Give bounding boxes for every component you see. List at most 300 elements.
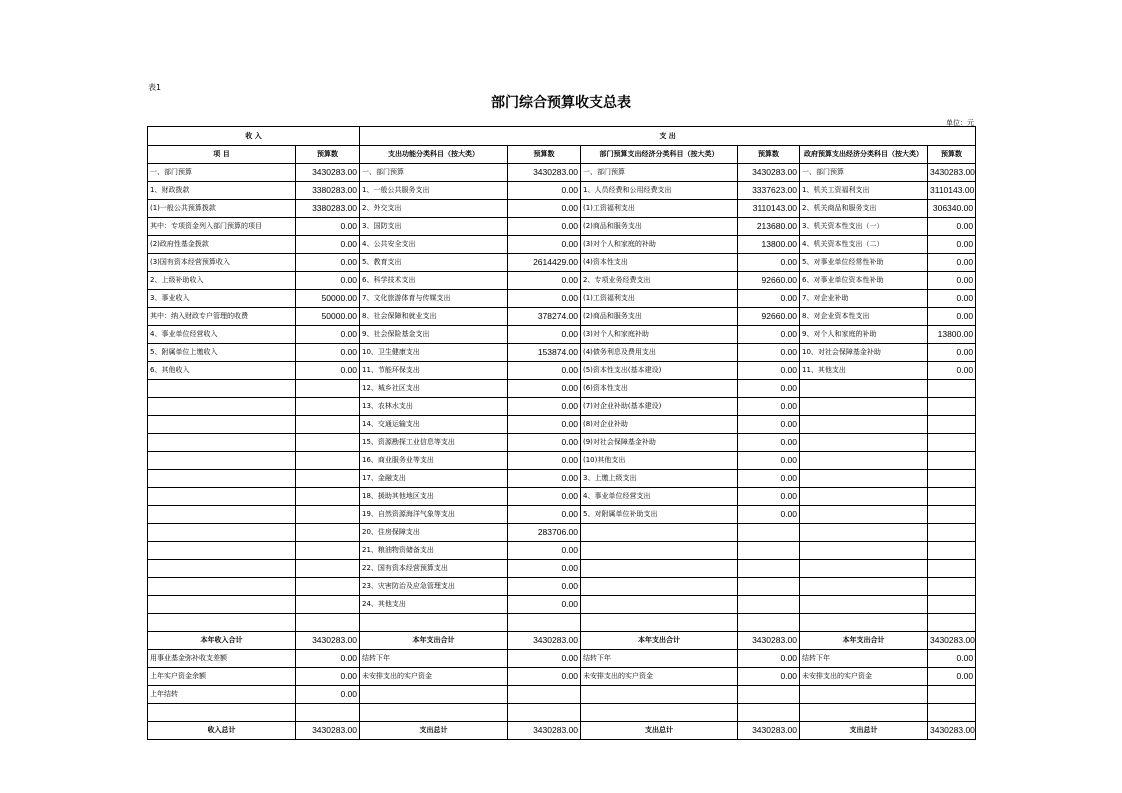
budget-cell: [928, 578, 976, 596]
item-cell: 1、一般公共服务支出: [360, 182, 508, 200]
budget-cell: 0.00: [508, 182, 581, 200]
budget-header: 预算数: [508, 146, 581, 164]
budget-cell: 0.00: [508, 380, 581, 398]
item-cell: 一、部门预算: [360, 164, 508, 182]
item-cell: [581, 542, 738, 560]
budget-cell: 0.00: [928, 362, 976, 380]
budget-cell: 0.00: [738, 254, 800, 272]
item-cell: 5、对附属单位补助支出: [581, 506, 738, 524]
item-cell: 结转下年: [360, 650, 508, 668]
item-cell: [148, 470, 296, 488]
table-row: [148, 344, 976, 362]
budget-cell: 0.00: [928, 344, 976, 362]
table-row: [148, 434, 976, 452]
item-cell: 6、科学技术支出: [360, 272, 508, 290]
budget-cell: [508, 704, 581, 722]
budget-cell: 3430283.00: [296, 164, 360, 182]
item-cell: [148, 578, 296, 596]
budget-cell: [738, 560, 800, 578]
budget-cell: 0.00: [508, 272, 581, 290]
table-row: [148, 416, 976, 434]
item-cell: 23、灾害防治及应急管理支出: [360, 578, 508, 596]
item-cell: 结转下年: [581, 650, 738, 668]
year-total-row: [148, 632, 976, 650]
item-cell: [581, 596, 738, 614]
table-row: [148, 326, 976, 344]
budget-cell: 0.00: [738, 650, 800, 668]
item-cell: (2)商品和服务支出: [581, 218, 738, 236]
budget-cell: 3430283.00: [928, 164, 976, 182]
item-cell: [148, 380, 296, 398]
budget-cell: 0.00: [738, 398, 800, 416]
budget-cell: [928, 398, 976, 416]
item-cell: 5、附属单位上缴收入: [148, 344, 296, 362]
budget-cell: [296, 434, 360, 452]
budget-cell: 0.00: [508, 326, 581, 344]
item-cell: 4、事业单位经营收入: [148, 326, 296, 344]
item-cell: [148, 596, 296, 614]
budget-cell: 283706.00: [508, 524, 581, 542]
item-cell: [360, 686, 508, 704]
budget-cell: 0.00: [508, 290, 581, 308]
table-row: [148, 650, 976, 668]
budget-cell: 3430283.00: [508, 164, 581, 182]
budget-cell: 153874.00: [508, 344, 581, 362]
table-row: [148, 452, 976, 470]
page-title: 部门综合预算收支总表: [491, 95, 631, 111]
table-row: [148, 254, 976, 272]
item-cell: [148, 524, 296, 542]
budget-cell: [296, 380, 360, 398]
budget-cell: 0.00: [296, 218, 360, 236]
item-cell: [800, 452, 928, 470]
table-row: [148, 560, 976, 578]
item-cell: [800, 704, 928, 722]
item-cell: [800, 380, 928, 398]
item-cell: 15、资源勘探工业信息等支出: [360, 434, 508, 452]
budget-cell: 0.00: [296, 236, 360, 254]
budget-cell: [928, 506, 976, 524]
budget-cell: [296, 560, 360, 578]
budget-cell: 0.00: [508, 362, 581, 380]
item-cell: (9)对社会保障基金补助: [581, 434, 738, 452]
item-cell: 本年支出合计: [800, 632, 928, 650]
budget-cell: [738, 524, 800, 542]
budget-cell: 13800.00: [738, 236, 800, 254]
budget-cell: [738, 686, 800, 704]
item-cell: 13、农林水支出: [360, 398, 508, 416]
item-cell: 一、部门预算: [800, 164, 928, 182]
budget-cell: [296, 470, 360, 488]
budget-cell: [928, 452, 976, 470]
table-row: [148, 290, 976, 308]
budget-cell: 0.00: [928, 254, 976, 272]
budget-cell: [928, 380, 976, 398]
item-cell: 11、其他支出: [800, 362, 928, 380]
budget-cell: [296, 452, 360, 470]
table-row: [148, 470, 976, 488]
item-cell: 14、交通运输支出: [360, 416, 508, 434]
budget-cell: 0.00: [508, 434, 581, 452]
budget-cell: [296, 704, 360, 722]
item-cell: (7)对企业补助(基本建设): [581, 398, 738, 416]
item-cell: [800, 506, 928, 524]
item-cell: 5、教育支出: [360, 254, 508, 272]
item-cell: 10、卫生健康支出: [360, 344, 508, 362]
budget-cell: 0.00: [508, 200, 581, 218]
budget-cell: 13800.00: [928, 326, 976, 344]
item-cell: 一、部门预算: [148, 164, 296, 182]
budget-cell: 3430283.00: [508, 632, 581, 650]
budget-cell: 0.00: [928, 272, 976, 290]
item-cell: 本年支出合计: [581, 632, 738, 650]
budget-cell: [738, 614, 800, 632]
budget-cell: 50000.00: [296, 290, 360, 308]
budget-cell: 0.00: [928, 218, 976, 236]
item-cell: 2、外交支出: [360, 200, 508, 218]
item-cell: 11、节能环保支出: [360, 362, 508, 380]
item-cell: 2、专项业务经费支出: [581, 272, 738, 290]
item-cell: [800, 596, 928, 614]
budget-cell: 0.00: [738, 470, 800, 488]
table-row: [148, 686, 976, 704]
budget-cell: 0.00: [738, 290, 800, 308]
item-cell: [581, 560, 738, 578]
item-cell: 支出总计: [800, 722, 928, 740]
item-cell: (3)对个人和家庭的补助: [581, 236, 738, 254]
item-cell: [148, 560, 296, 578]
budget-cell: 50000.00: [296, 308, 360, 326]
budget-cell: [738, 704, 800, 722]
budget-cell: 0.00: [738, 416, 800, 434]
budget-cell: 0.00: [508, 398, 581, 416]
item-cell: (4)债务利息及费用支出: [581, 344, 738, 362]
budget-cell: 0.00: [738, 452, 800, 470]
item-cell: 1、财政拨款: [148, 182, 296, 200]
blank-row: [148, 704, 976, 722]
dept-econ-header: 部门预算支出经济分类科目（按大类）: [581, 146, 738, 164]
budget-header: 预算数: [296, 146, 360, 164]
budget-cell: 0.00: [296, 686, 360, 704]
budget-cell: [296, 542, 360, 560]
item-cell: [148, 704, 296, 722]
item-cell: [148, 542, 296, 560]
item-cell: [800, 434, 928, 452]
budget-cell: 0.00: [296, 362, 360, 380]
item-cell: 20、住房保障支出: [360, 524, 508, 542]
budget-cell: [928, 524, 976, 542]
budget-cell: [928, 704, 976, 722]
budget-cell: 3110143.00: [738, 200, 800, 218]
budget-cell: 3430283.00: [296, 632, 360, 650]
column-header-row: [148, 146, 976, 164]
item-cell: [360, 614, 508, 632]
budget-cell: [928, 686, 976, 704]
budget-cell: [928, 470, 976, 488]
item-cell: [800, 578, 928, 596]
budget-cell: [296, 596, 360, 614]
item-cell: 上年实户资金余额: [148, 668, 296, 686]
item-cell: (10)其他支出: [581, 452, 738, 470]
item-cell: (1)工资福利支出: [581, 290, 738, 308]
item-cell: [800, 524, 928, 542]
item-cell: [800, 542, 928, 560]
item-cell: [148, 488, 296, 506]
item-cell: 其中：专项资金列入部门预算的项目: [148, 218, 296, 236]
item-cell: [148, 506, 296, 524]
item-cell: (6)资本性支出: [581, 380, 738, 398]
budget-cell: 0.00: [508, 542, 581, 560]
budget-cell: 0.00: [508, 668, 581, 686]
budget-header: 预算数: [738, 146, 800, 164]
budget-cell: 0.00: [508, 560, 581, 578]
item-cell: 12、城乡社区支出: [360, 380, 508, 398]
budget-cell: 3430283.00: [928, 722, 976, 740]
income-header: 收 入: [148, 127, 360, 146]
budget-cell: 3430283.00: [738, 722, 800, 740]
budget-cell: 3430283.00: [738, 164, 800, 182]
item-cell: 7、文化旅游体育与传媒支出: [360, 290, 508, 308]
item-cell: 17、金融支出: [360, 470, 508, 488]
budget-cell: 0.00: [508, 488, 581, 506]
item-cell: 8、社会保障和就业支出: [360, 308, 508, 326]
budget-cell: 2614429.00: [508, 254, 581, 272]
item-cell: 收入总计: [148, 722, 296, 740]
budget-cell: 0.00: [296, 254, 360, 272]
blank-row: [148, 614, 976, 632]
item-cell: 一、部门预算: [581, 164, 738, 182]
budget-cell: 3430283.00: [508, 722, 581, 740]
item-cell: [581, 578, 738, 596]
item-cell: 3、机关资本性支出（一）: [800, 218, 928, 236]
budget-cell: 0.00: [508, 236, 581, 254]
item-cell: 1、人员经费和公用经费支出: [581, 182, 738, 200]
item-cell: [148, 398, 296, 416]
table-row: [148, 524, 976, 542]
budget-cell: 306340.00: [928, 200, 976, 218]
budget-cell: 0.00: [928, 650, 976, 668]
item-cell: (5)资本性支出(基本建设): [581, 362, 738, 380]
item-cell: 24、其他支出: [360, 596, 508, 614]
item-cell: 6、其他收入: [148, 362, 296, 380]
item-cell: 用事业基金弥补收支差额: [148, 650, 296, 668]
item-cell: 4、公共安全支出: [360, 236, 508, 254]
table-row: [148, 542, 976, 560]
budget-cell: 0.00: [296, 650, 360, 668]
item-cell: 本年支出合计: [360, 632, 508, 650]
budget-cell: 92660.00: [738, 272, 800, 290]
item-cell: [800, 614, 928, 632]
item-cell: 1、机关工资福利支出: [800, 182, 928, 200]
item-cell: (4)资本性支出: [581, 254, 738, 272]
table-row: [148, 164, 976, 182]
item-cell: [800, 398, 928, 416]
item-cell: 未安排支出的实户资金: [360, 668, 508, 686]
budget-cell: 0.00: [508, 506, 581, 524]
budget-cell: 0.00: [928, 668, 976, 686]
expense-header: 支 出: [360, 127, 976, 146]
item-cell: [800, 686, 928, 704]
budget-cell: 0.00: [738, 344, 800, 362]
table-row: [148, 506, 976, 524]
item-cell: [148, 614, 296, 632]
item-cell: [148, 452, 296, 470]
item-cell: 未安排支出的实户资金: [581, 668, 738, 686]
item-cell: 22、国有资本经营预算支出: [360, 560, 508, 578]
table-row: [148, 380, 976, 398]
item-cell: 2、机关商品和服务支出: [800, 200, 928, 218]
budget-cell: 0.00: [508, 452, 581, 470]
section-header-row: [148, 127, 976, 146]
table-row: [148, 398, 976, 416]
item-cell: 5、对事业单位经常性补助: [800, 254, 928, 272]
item-cell: (2)商品和服务支出: [581, 308, 738, 326]
budget-cell: 3430283.00: [296, 722, 360, 740]
item-cell: 7、对企业补助: [800, 290, 928, 308]
budget-cell: [738, 578, 800, 596]
budget-cell: [738, 542, 800, 560]
budget-cell: 0.00: [508, 650, 581, 668]
budget-cell: [508, 614, 581, 632]
table-row: [148, 218, 976, 236]
item-cell: [800, 488, 928, 506]
budget-cell: 3430283.00: [928, 632, 976, 650]
item-cell: 16、商业服务业等支出: [360, 452, 508, 470]
item-cell: (1)工资福利支出: [581, 200, 738, 218]
budget-cell: [928, 542, 976, 560]
budget-cell: 3110143.00: [928, 182, 976, 200]
budget-cell: 3430283.00: [738, 632, 800, 650]
budget-cell: [928, 560, 976, 578]
budget-cell: 0.00: [508, 218, 581, 236]
item-cell: 2、上级补助收入: [148, 272, 296, 290]
budget-cell: [508, 686, 581, 704]
table-row: [148, 272, 976, 290]
budget-cell: [296, 614, 360, 632]
budget-cell: 3380283.00: [296, 182, 360, 200]
table-row: [148, 200, 976, 218]
budget-cell: 0.00: [296, 344, 360, 362]
item-cell: [581, 524, 738, 542]
budget-cell: 3380283.00: [296, 200, 360, 218]
item-cell: 8、对企业资本性支出: [800, 308, 928, 326]
item-cell: 4、机关资本性支出（二）: [800, 236, 928, 254]
budget-cell: 213680.00: [738, 218, 800, 236]
unit-label: 单位：元: [946, 119, 974, 127]
table-row: [148, 236, 976, 254]
item-cell: 未安排支出的实户资金: [800, 668, 928, 686]
item-cell: 3、事业收入: [148, 290, 296, 308]
budget-cell: [928, 434, 976, 452]
budget-cell: [738, 596, 800, 614]
item-cell: 支出总计: [581, 722, 738, 740]
item-cell: 结转下年: [800, 650, 928, 668]
item-cell: 10、对社会保障基金补助: [800, 344, 928, 362]
item-cell: [581, 614, 738, 632]
budget-cell: 0.00: [738, 362, 800, 380]
budget-cell: 92660.00: [738, 308, 800, 326]
item-header: 项 目: [148, 146, 296, 164]
budget-cell: 0.00: [738, 380, 800, 398]
item-cell: [581, 704, 738, 722]
budget-cell: 0.00: [296, 668, 360, 686]
budget-header: 预算数: [928, 146, 976, 164]
table-row: [148, 488, 976, 506]
budget-cell: [928, 416, 976, 434]
func-class-header: 支出功能分类科目（按大类）: [360, 146, 508, 164]
item-cell: 本年收入合计: [148, 632, 296, 650]
budget-cell: [296, 506, 360, 524]
budget-cell: [296, 398, 360, 416]
item-cell: [800, 560, 928, 578]
budget-cell: [928, 488, 976, 506]
budget-cell: [296, 488, 360, 506]
item-cell: 9、社会保险基金支出: [360, 326, 508, 344]
budget-cell: [928, 614, 976, 632]
item-cell: 上年结转: [148, 686, 296, 704]
budget-cell: [928, 596, 976, 614]
budget-cell: 0.00: [928, 308, 976, 326]
item-cell: [800, 416, 928, 434]
budget-cell: [296, 524, 360, 542]
budget-cell: 0.00: [508, 596, 581, 614]
item-cell: (1)一般公共预算拨款: [148, 200, 296, 218]
budget-cell: 0.00: [508, 470, 581, 488]
item-cell: (8)对企业补助: [581, 416, 738, 434]
budget-table: [147, 126, 976, 740]
table-row: [148, 668, 976, 686]
budget-cell: 0.00: [738, 488, 800, 506]
item-cell: 3、国防支出: [360, 218, 508, 236]
item-cell: 支出总计: [360, 722, 508, 740]
table-row: [148, 596, 976, 614]
item-cell: 3、上缴上级支出: [581, 470, 738, 488]
item-cell: (2)政府性基金拨款: [148, 236, 296, 254]
item-cell: 19、自然资源海洋气象等支出: [360, 506, 508, 524]
item-cell: [581, 686, 738, 704]
budget-cell: 0.00: [296, 272, 360, 290]
table-row: [148, 362, 976, 380]
item-cell: (3)国有资本经营预算收入: [148, 254, 296, 272]
item-cell: 18、援助其他地区支出: [360, 488, 508, 506]
budget-cell: 0.00: [738, 506, 800, 524]
budget-cell: 0.00: [928, 236, 976, 254]
item-cell: 9、对个人和家庭的补助: [800, 326, 928, 344]
grand-total-row: [148, 722, 976, 740]
budget-cell: [296, 578, 360, 596]
budget-cell: 378274.00: [508, 308, 581, 326]
table-row: [148, 182, 976, 200]
item-cell: [360, 704, 508, 722]
budget-cell: 0.00: [738, 668, 800, 686]
budget-cell: 0.00: [296, 326, 360, 344]
gov-econ-header: 政府预算支出经济分类科目（按大类）: [800, 146, 928, 164]
table-row: [148, 308, 976, 326]
table-row: [148, 578, 976, 596]
item-cell: 其中：纳入财政专户管理的收费: [148, 308, 296, 326]
item-cell: [800, 470, 928, 488]
item-cell: 6、对事业单位资本性补助: [800, 272, 928, 290]
item-cell: 4、事业单位经营支出: [581, 488, 738, 506]
budget-cell: 0.00: [508, 416, 581, 434]
budget-cell: 0.00: [738, 434, 800, 452]
budget-cell: 0.00: [928, 290, 976, 308]
item-cell: (3)对个人和家庭补助: [581, 326, 738, 344]
budget-cell: 3337623.00: [738, 182, 800, 200]
table-tag: 表1: [148, 83, 162, 92]
item-cell: [148, 434, 296, 452]
budget-cell: 0.00: [508, 578, 581, 596]
